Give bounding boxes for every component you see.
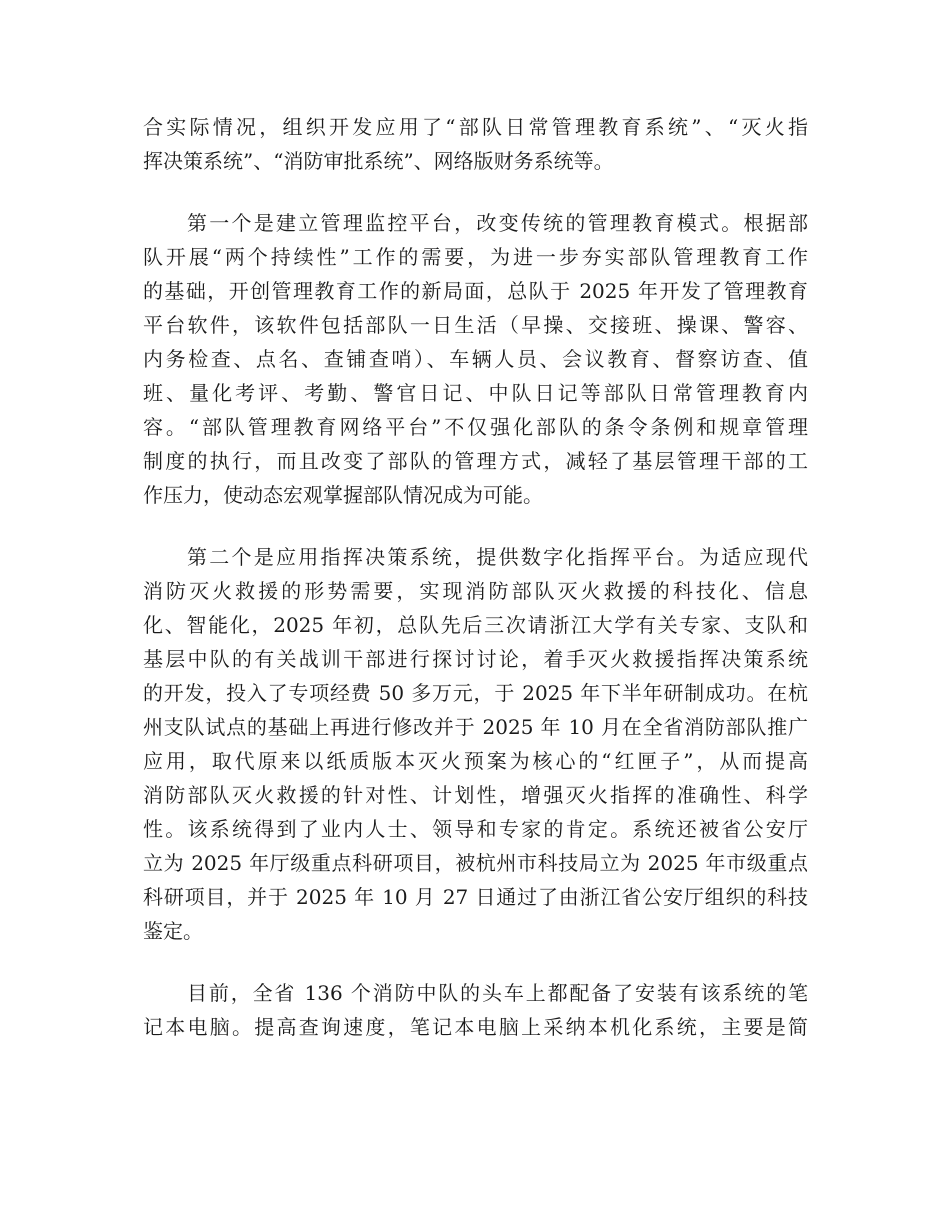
paragraph <box>143 540 808 948</box>
text-line: 鉴定。 <box>143 919 203 943</box>
text-line: 平台软件，该软件包括部队一日生活（早操、交接班、操课、警容、 <box>143 313 808 337</box>
paragraph <box>143 110 808 178</box>
text-line: 内务检查、点名、查铺查哨）、车辆人员、会议教育、督察访查、值 <box>143 347 808 371</box>
text-line: 容。“部队管理教育网络平台”不仅强化部队的条令条例和规章管理 <box>143 415 808 439</box>
paragraph <box>143 206 808 512</box>
paragraph <box>143 976 808 1044</box>
text-line: 队开展“两个持续性”工作的需要，为进一步夯实部队管理教育工作 <box>143 245 808 269</box>
text-line: 第二个是应用指挥决策系统，提供数字化指挥平台。为适应现代 <box>187 545 808 569</box>
text-line: 州支队试点的基础上再进行修改并于 2025 年 10 月在全省消防部队推广 <box>143 715 808 739</box>
text-line: 消防灭火救援的形势需要，实现消防部队灭火救援的科技化、信息 <box>143 579 808 603</box>
text-line: 的基础，开创管理教育工作的新局面，总队于 2025 年开发了管理教育 <box>143 279 808 303</box>
text-line: 的开发，投入了专项经费 50 多万元，于 2025 年下半年研制成功。在杭 <box>143 681 808 705</box>
text-line: 班、量化考评、考勤、警官日记、中队日记等部队日常管理教育内 <box>143 381 808 405</box>
text-line: 化、智能化，2025 年初，总队先后三次请浙江大学有关专家、支队和 <box>143 613 808 637</box>
document-body <box>143 110 808 1072</box>
text-line: 立为 2025 年厅级重点科研项目，被杭州市科技局立为 2025 年市级重点 <box>143 851 808 875</box>
text-line: 消防部队灭火救援的针对性、计划性，增强灭火指挥的准确性、科学 <box>143 783 808 807</box>
text-line: 基层中队的有关战训干部进行探讨讨论，着手灭火救援指挥决策系统 <box>143 647 808 671</box>
text-line: 第一个是建立管理监控平台，改变传统的管理教育模式。根据部 <box>187 211 808 235</box>
text-line: 合实际情况，组织开发应用了“部队日常管理教育系统”、“灭火指 <box>143 115 808 139</box>
text-line: 科研项目，并于 2025 年 10 月 27 日通过了由浙江省公安厅组织的科技 <box>143 885 808 909</box>
text-line: 记本电脑。提高查询速度，笔记本电脑上采纳本机化系统，主要是简 <box>143 1015 808 1039</box>
text-line: 目前，全省 136 个消防中队的头车上都配备了安装有该系统的笔 <box>187 981 808 1005</box>
text-line: 性。该系统得到了业内人士、领导和专家的肯定。系统还被省公安厅 <box>143 817 808 841</box>
text-line: 作压力，使动态宏观掌握部队情况成为可能。 <box>143 483 543 507</box>
text-line: 制度的执行，而且改变了部队的管理方式，减轻了基层管理干部的工 <box>143 449 808 473</box>
text-line: 挥决策系统”、“消防审批系统”、网络版财务系统等。 <box>143 149 614 173</box>
text-line: 应用，取代原来以纸质版本灭火预案为核心的“红匣子”，从而提高 <box>143 749 808 773</box>
